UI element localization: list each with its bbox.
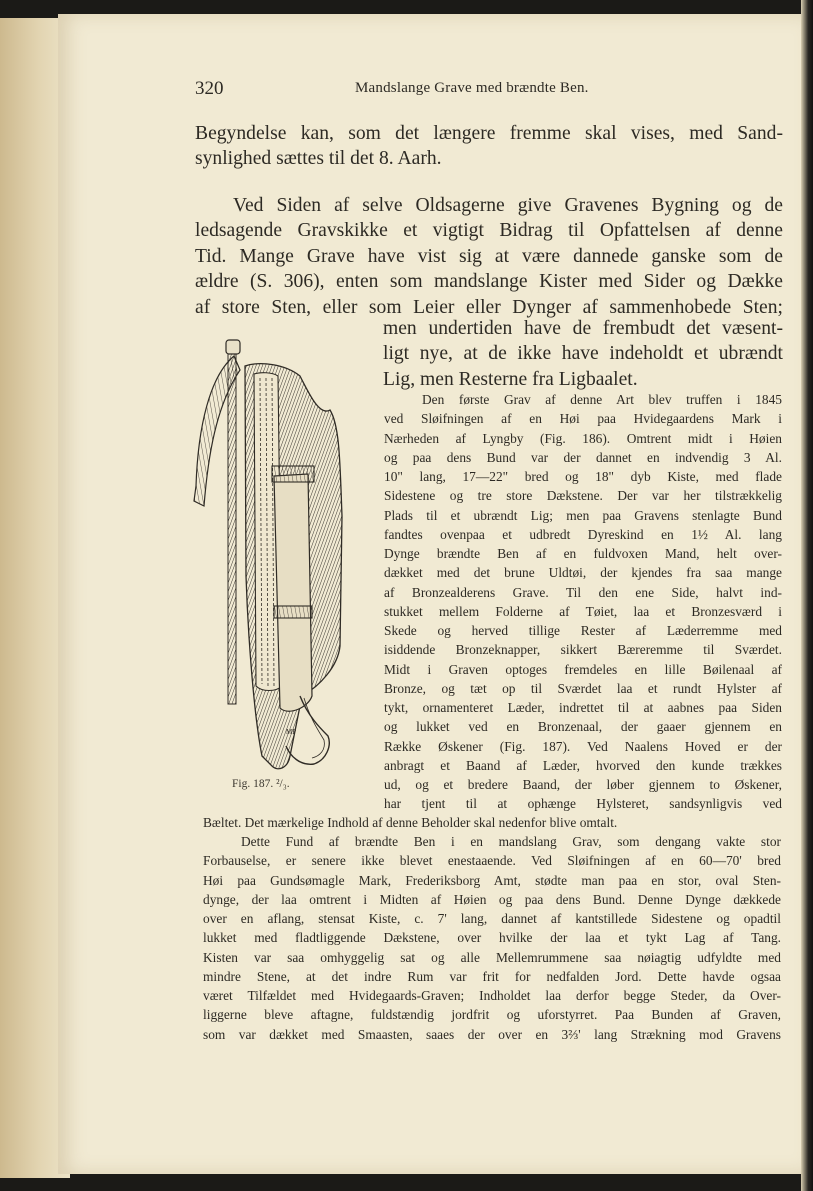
text-line: Sidestene og tre store Dækstene. Der var her tilstrækkelig xyxy=(384,488,782,504)
text-line: dækket med det brune Uldtøi, der kjendes fra saa mange xyxy=(384,565,782,581)
text-line: Høi paa Gundsømagle Mark, Frederiksborg Amt, stødte man paa en stor, oval Sten- xyxy=(203,872,781,888)
text-line: af store Sten, eller som Leier eller Dynger af sammenhobede Sten; xyxy=(195,296,783,318)
text-line: liggerne bleve aftagne, fuldstændig jordfrit og uforstyrret. Paa Bunden af Graven, xyxy=(203,1007,781,1023)
text-line: Bronze, og tæt op til Sværdet laa et rundt Hylster af xyxy=(384,680,782,696)
text-line: Lig, men Resterne fra Ligbaalet. xyxy=(383,368,638,390)
text-line: tykt, ornamenteret Læder, indrettet til at aabnes paa Siden xyxy=(384,700,782,715)
text-line: mindre Stene, at det indre Rum var frit for nedfalden Jord. Dette havde ogsaa xyxy=(203,968,781,984)
text-line: og paa dens Bund var der dannet en indvendig 3 Al. xyxy=(384,449,782,465)
sheath-illustration xyxy=(190,336,350,774)
text-line: Nærheden af Lyngby (Fig. 186). Omtrent midt i Høien xyxy=(384,430,782,446)
text-line: Række Øskener (Fig. 187). Ved Naalens Hoved er der xyxy=(384,738,782,754)
small-text-full-a xyxy=(203,813,781,832)
paragraph-1 xyxy=(195,121,783,172)
page-header xyxy=(195,78,785,100)
text-line: Plads til et ubrændt Lig; men paa Gravens stenlagte Bund xyxy=(384,507,782,523)
text-line: Begyndelse kan, som det længere fremme skal vises, med Sand- xyxy=(195,123,783,144)
text-line: stukket mellem Folderne af Tøiet, laa et Bronzesværd i xyxy=(384,603,782,619)
text-line: anbragt et Baand af Læder, hvorved den kunde trækkes xyxy=(384,757,782,773)
text-line: over en aflang, stensat Kiste, c. 7' lang, dannet af kantstillede Sidestene og opadtil xyxy=(203,911,781,926)
text-line: Den første Grav af denne Art blev truffen i 1845 xyxy=(422,392,782,407)
paragraph-2 xyxy=(195,193,783,320)
text-line: ældre (S. 306), enten som mandslange Kister med Sider og Dække xyxy=(195,271,783,293)
text-line: Dette Fund af brændte Ben i en mandslang Grav, som dengang vakte stor xyxy=(241,834,781,849)
text-line: Ved Siden af selve Oldsagerne give Gravenes Bygning og de xyxy=(233,195,783,216)
text-line: som var dækket med Smaasten, saaes der over en 3⅔' lang Strækning mod Gravens xyxy=(203,1026,781,1042)
page-number: 320 xyxy=(195,78,224,99)
text-line: men undertiden have de frembudt det væsent- xyxy=(383,318,783,339)
text-line: 10" lang, 17—22" bred og 18" dyb Kiste, med flade xyxy=(384,469,782,484)
text-line: ud, og et bredere Baand, der løber gjennem to Øskener, xyxy=(384,777,782,792)
text-line: Forbauselse, er senere ikke blevet enestaaende. Ved Sløifningen af en 60—70' bred xyxy=(203,853,781,869)
text-line: Kisten var saa omhyggelig sat og alle Mellemrummene saa nøiagtig udfyldte med xyxy=(203,949,781,965)
small-text-full-b xyxy=(203,832,781,1044)
text-line: Skede og herved tillige Rester af Læderremme med xyxy=(384,623,782,638)
text-line: Dynge brændte Ben af en fuldvoxen Mand, helt over- xyxy=(384,546,782,561)
running-title: Mandslange Grave med brændte Ben. xyxy=(355,80,589,96)
figure-caption: Fig. 187. ²/₃. xyxy=(232,778,290,790)
text-line: og lukket ved en Bronzenaal, der gaaer gjennem en xyxy=(384,719,782,735)
small-text-wrapped xyxy=(384,390,782,814)
text-line: isiddende Bronzeknapper, sikkert Bæreremme til Sværdet. xyxy=(384,642,782,658)
artist-monogram: MP xyxy=(286,728,297,736)
text-line: dynge, der laa omtrent i Midten af Høien og paa dens Bund. Denne Dynge dækkede xyxy=(203,891,781,907)
text-line: ledsagende Gravskikke et vigtigt Bidrag til Opfattelsen af denne xyxy=(195,220,783,242)
text-line: lukket med fladtliggende Dækstene, over hvilke der laa et tykt Lag af Tang. xyxy=(203,930,781,946)
text-line: været Tilfældet med Hvidegaards-Graven; Indholdet laa derfor begge Steder, da Over- xyxy=(203,988,781,1003)
text-line: fandtes ovenpaa et udbredt Dyreskind en 1½ Al. lang xyxy=(384,526,782,542)
book-right-edge xyxy=(801,0,813,1191)
text-line: Bæltet. Det mærkelige Indhold af denne Beholder skal nedenfor blive omtalt. xyxy=(203,815,618,830)
text-line: Tid. Mange Grave have vist sig at være dannede ganske som de xyxy=(195,245,783,267)
text-line: af Bronzealderens Grave. Til den ene Side, halvt ind- xyxy=(384,584,782,600)
text-line: synlighed sættes til det 8. Aarh. xyxy=(195,148,442,170)
figure-187-leather-sheath xyxy=(190,336,350,774)
paragraph-2-wrapped xyxy=(383,316,783,392)
text-line: ved Sløifningen af en Høi paa Hvidegaardens Mark i xyxy=(384,411,782,427)
text-line: har tjent til at ophænge Hylsteret, sandsynligvis ved xyxy=(384,796,782,812)
text-line: ligt nye, at de ikke have indeholdt et ubrændt xyxy=(383,343,783,365)
text-line: Midt i Graven optoges fremdeles en lille Bøilenaal af xyxy=(384,661,782,677)
